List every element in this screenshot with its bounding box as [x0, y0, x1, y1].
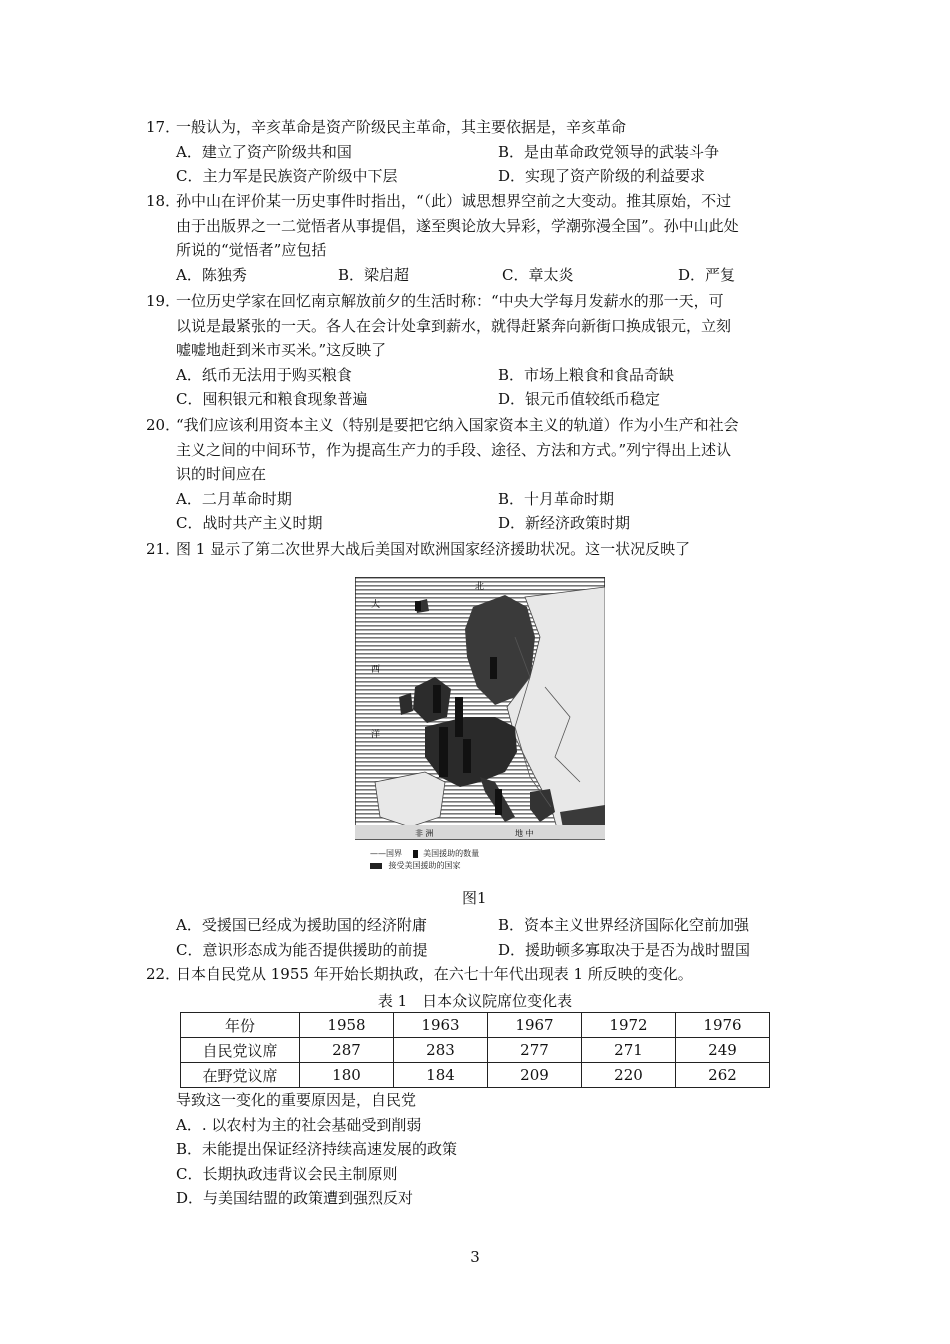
option-d: D．援助顿多寡取决于是否为战时盟国 — [498, 940, 751, 959]
option-b: B．未能提出保证经济持续高速发展的政策 — [176, 1140, 458, 1158]
question-stem-line: 主义之间的中间环节，作为提高生产力的手段、途径、方法和方式。”列宁得出上述认 — [176, 440, 732, 459]
aid-bar — [455, 697, 463, 737]
options-row — [146, 913, 811, 938]
option-d: D．严复 — [678, 265, 736, 284]
question-18 — [146, 189, 811, 287]
map-label-sea: 地 中 — [515, 829, 534, 838]
table-cell: 262 — [676, 1063, 770, 1088]
option-a: A．陈独秀 — [176, 265, 247, 284]
question-stem-line: 孙中山在评价某一历史事件时指出，“（此）诚思想界空前之大变动。推其原始，不过 — [176, 192, 732, 210]
question-19 — [146, 289, 811, 412]
table-cell: 209 — [488, 1063, 582, 1088]
legend-border: ——国界 — [370, 849, 402, 858]
aid-bar — [463, 739, 471, 773]
europe-aid-map — [355, 577, 605, 870]
question-stem: 一般认为，辛亥革命是资产阶级民主革命，其主要依据是，辛亥革命 — [176, 118, 627, 136]
table-row — [181, 1038, 770, 1063]
map-label-atlantic: 洋 — [371, 730, 381, 740]
table-cell: 1963 — [394, 1013, 488, 1038]
options-row — [146, 140, 811, 165]
option-a: A．受援国已经成为援助国的经济附庸 — [176, 916, 427, 934]
options-row — [146, 263, 811, 288]
option-b: B．十月革命时期 — [498, 489, 615, 508]
question-20 — [146, 413, 811, 536]
question-17 — [146, 115, 811, 189]
map-legend — [370, 848, 479, 872]
table-cell: 1958 — [300, 1013, 394, 1038]
option-d: D．银元币值较纸币稳定 — [498, 390, 661, 408]
table-cell: 在野党议席 — [181, 1063, 300, 1088]
option-b: B．是由革命政党领导的武装斗争 — [498, 142, 720, 161]
question-number: 21． — [146, 540, 181, 558]
question-number: 19． — [146, 292, 181, 310]
option-a: A．建立了资产阶级共和国 — [176, 142, 352, 161]
option-c: C．主力军是民族资产阶级中下层 — [176, 167, 398, 185]
option-c: C．囤积银元和粮食现象普遍 — [176, 390, 368, 408]
table-cell: 1972 — [582, 1013, 676, 1038]
option-d: D．新经济政策时期 — [498, 514, 631, 532]
map-label-atlantic: 大 — [371, 600, 381, 610]
table-cell: 249 — [676, 1038, 770, 1063]
aid-bar — [415, 601, 421, 611]
map-label-africa: 非 洲 — [415, 829, 434, 838]
map-label-north: 北 — [475, 582, 485, 592]
table-cell: 277 — [488, 1038, 582, 1063]
figure-caption: 图1 — [462, 889, 487, 907]
question-number: 22． — [146, 965, 181, 983]
table-header-row — [181, 1013, 770, 1038]
aid-bar — [490, 657, 497, 679]
seat-table — [180, 1012, 770, 1088]
option-a: A．二月革命时期 — [176, 489, 292, 508]
option-c: C．战时共产主义时期 — [176, 514, 323, 532]
table-cell: 1976 — [676, 1013, 770, 1038]
aid-bar — [439, 727, 448, 777]
question-stem-line: 由于出版界之一二觉悟者从事提倡，遂至舆论放大异彩，学潮弥漫全国”。孙中山此处 — [176, 216, 739, 235]
option-b: B．资本主义世界经济国际化空前加强 — [498, 916, 750, 934]
table-caption: 表 1 日本众议院席位变化表 — [377, 992, 573, 1010]
africa-strip — [355, 825, 605, 839]
iberia — [375, 772, 445, 827]
question-stem-line: “我们应该利用资本主义（特别是要把它纳入国家资本主义的轨道）作为小生产和社会 — [176, 416, 739, 434]
options-row — [146, 511, 811, 536]
option-c: C．意识形态成为能否提供援助的前提 — [176, 940, 428, 959]
legend-fill-icon — [370, 863, 382, 869]
question-stem-line: 以说是最紧张的一天。各人在会计处拿到薪水，就得赶紧奔向新街口换成银元，立刻 — [176, 316, 732, 335]
option-c: C．章太炎 — [502, 265, 574, 284]
legend-fill: 接受美国援助的国家 — [388, 861, 461, 870]
map-label-atlantic: 西 — [371, 665, 381, 675]
table-cell: 180 — [300, 1063, 394, 1088]
option-d: D．实现了资产阶级的利益要求 — [498, 167, 706, 185]
table-cell: 年份 — [181, 1013, 300, 1038]
options-row — [146, 363, 811, 388]
page-number: 3 — [470, 1248, 480, 1266]
legend-row — [370, 860, 479, 872]
table-cell: 283 — [394, 1038, 488, 1063]
table-cell: 287 — [300, 1038, 394, 1063]
legend-row — [370, 848, 479, 860]
option-a: A．. 以农村为主的社会基础受到削弱 — [176, 1115, 422, 1134]
question-number: 18． — [146, 192, 181, 210]
option-d: D．与美国结盟的政策遭到强烈反对 — [176, 1189, 414, 1207]
table-row — [181, 1063, 770, 1088]
legend-bar-icon — [413, 850, 418, 858]
option-b: B．梁启超 — [338, 265, 410, 284]
question-stem-line: 嘘嘘地赶到米市买米。”这反映了 — [176, 341, 387, 359]
question-stem: 图 1 显示了第二次世界大战后美国对欧洲国家经济援助状况。这一状况反映了 — [176, 540, 691, 558]
question-number: 17． — [146, 118, 181, 136]
question-21-options — [146, 913, 811, 962]
table-cell: 220 — [582, 1063, 676, 1088]
options-row — [146, 938, 811, 963]
question-21 — [146, 537, 811, 562]
question-22-follow — [146, 1088, 811, 1211]
question-stem-line: 识的时间应在 — [176, 465, 267, 483]
table-cell: 184 — [394, 1063, 488, 1088]
question-follow: 导致这一变化的重要原因是，自民党 — [176, 1091, 417, 1109]
table-cell: 1967 — [488, 1013, 582, 1038]
option-a: A．纸币无法用于购买粮食 — [176, 365, 352, 384]
question-22 — [146, 962, 811, 987]
question-stem-line: 一位历史学家在回忆南京解放前夕的生活时称：“中央大学每月发薪水的那一天，可 — [176, 292, 724, 310]
question-stem-line: 所说的“觉悟者”应包括 — [176, 241, 327, 259]
legend-bar: 美国援助的数量 — [423, 849, 480, 858]
aid-bar — [433, 685, 441, 713]
option-b: B．市场上粮食和食品奇缺 — [498, 365, 675, 384]
question-stem: 日本自民党从 1955 年开始长期执政，在六七十年代出现表 1 所反映的变化。 — [176, 965, 693, 983]
options-row — [146, 487, 811, 512]
options-row — [146, 164, 811, 189]
option-c: C．长期执政违背议会民主制原则 — [176, 1164, 398, 1183]
table-cell: 自民党议席 — [181, 1038, 300, 1063]
question-number: 20． — [146, 416, 181, 434]
table-cell: 271 — [582, 1038, 676, 1063]
options-row — [146, 387, 811, 412]
aid-bar — [495, 789, 502, 815]
